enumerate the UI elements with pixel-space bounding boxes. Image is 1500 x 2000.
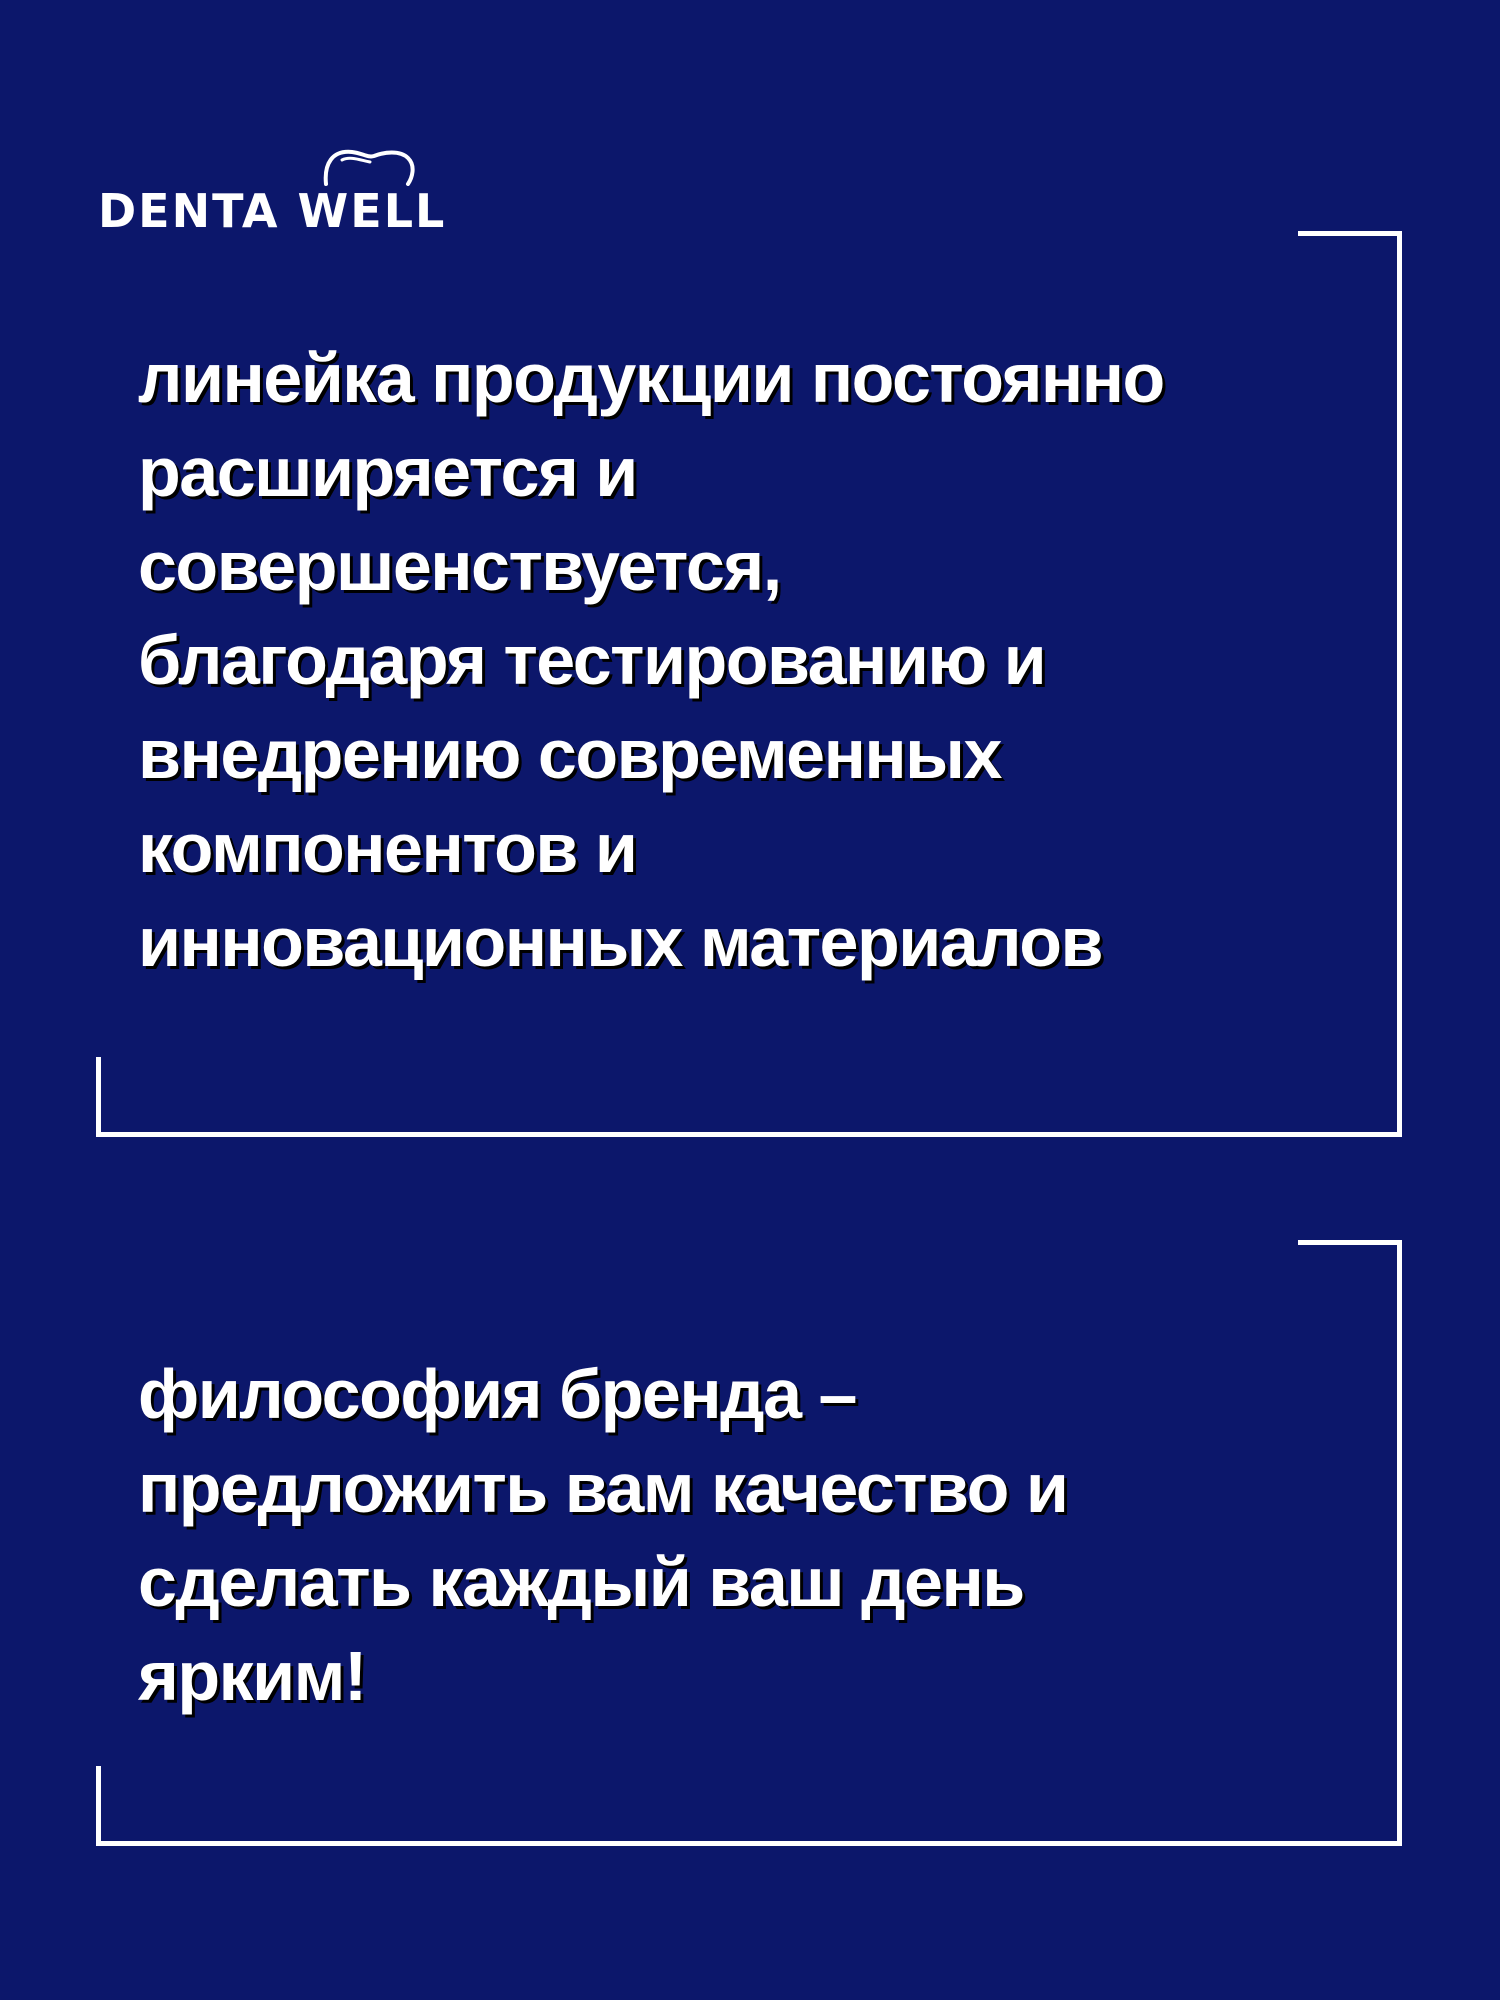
frame-corner-bottom-left xyxy=(96,1766,1402,1846)
frame-corner-bottom-left xyxy=(96,1057,1402,1137)
text-line: сделать каждый ваш день xyxy=(138,1543,1024,1621)
product-line-text xyxy=(138,331,1164,989)
text-line: благодаря тестированию и xyxy=(138,621,1046,699)
text-line: внедрению современных xyxy=(138,715,1001,793)
text-line: линейка продукции постоянно xyxy=(138,339,1164,417)
text-line: ярким! xyxy=(138,1637,366,1715)
text-line: инновационных материалов xyxy=(138,903,1102,981)
brand-name: DENTA WELL xyxy=(98,184,447,238)
info-frame-brand-philosophy xyxy=(96,1240,1402,1846)
frame-corner-top-right xyxy=(1298,231,1402,1137)
tooth-icon xyxy=(320,146,420,186)
brand-philosophy-text xyxy=(138,1347,1067,1723)
brand-logo xyxy=(98,146,478,238)
text-line: компонентов и xyxy=(138,809,637,887)
text-line: расширяется и xyxy=(138,433,637,511)
frame-corner-top-right xyxy=(1298,1240,1402,1846)
text-line: философия бренда – xyxy=(138,1355,856,1433)
info-frame-product-line xyxy=(96,231,1402,1137)
text-line: совершенствуется, xyxy=(138,527,781,605)
text-line: предложить вам качество и xyxy=(138,1449,1068,1527)
